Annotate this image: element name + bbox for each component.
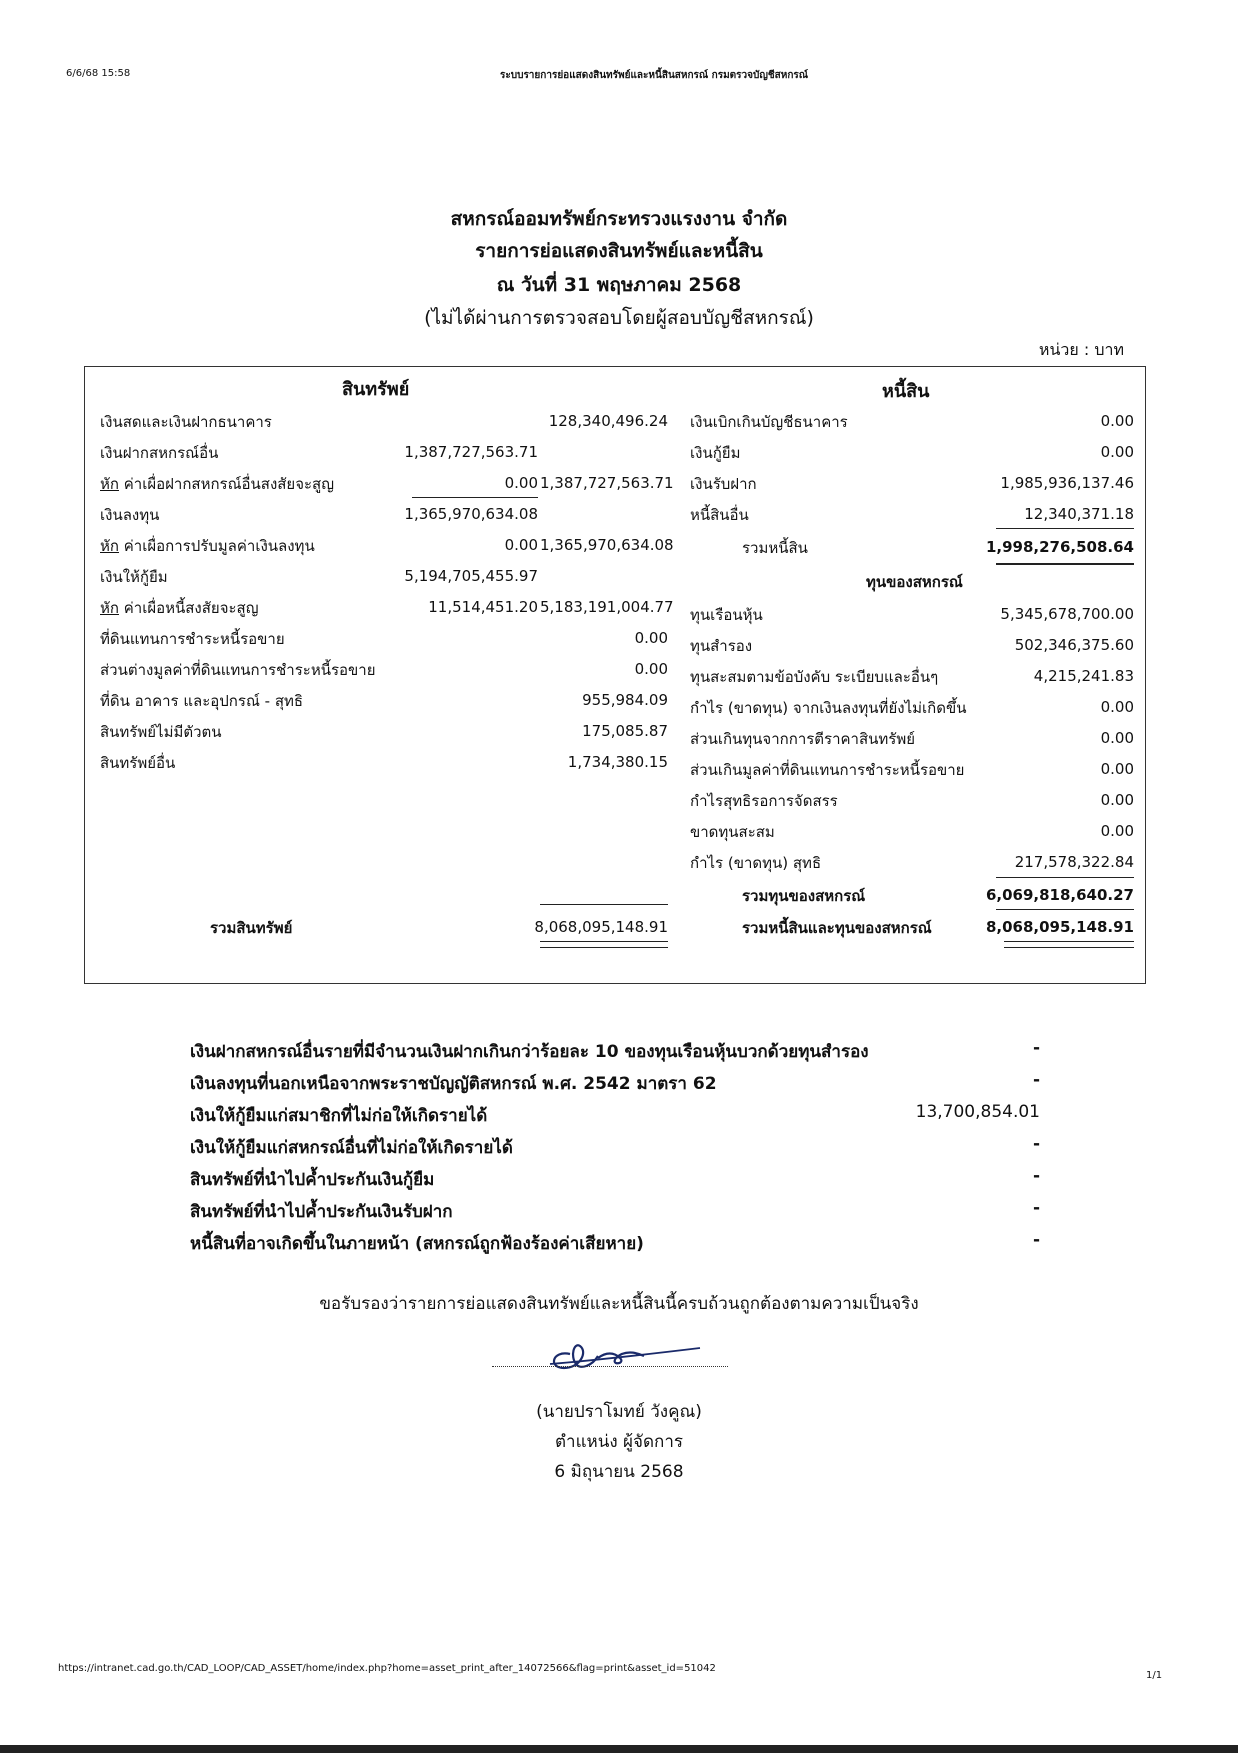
equity-label: กำไร (ขาดทุน) จากเงินลงทุนที่ยังไม่เกิดขึ้น [690,699,967,717]
deduct-label: หัก [100,475,119,493]
equity-value: 0.00 [1100,698,1134,716]
subtotal-rule [412,497,538,498]
signer-name: (นายปราโมทย์ วังคูณ) [536,1402,702,1422]
liability-value: 12,340,371.18 [1024,505,1134,523]
unit-label: หน่วย : บาท [1038,340,1124,359]
liability-label: เงินรับฝาก [690,475,757,493]
grand-total-double-rule [1004,941,1134,948]
asset-label: ที่ดินแทนการชำระหนี้รอขาย [100,630,285,648]
print-datetime: 6/6/68 15:58 [66,68,131,79]
assets-heading: สินทรัพย์ [342,379,410,400]
asset-label: เงินสดและเงินฝากธนาคาร [100,413,272,431]
note-label: เงินให้กู้ยืมแก่สหกรณ์อื่นที่ไม่ก่อให้เกิดรายได้ [190,1138,513,1158]
subtotal-rule [996,877,1134,878]
liability-label: เงินเบิกเกินบัญชีธนาคาร [690,413,848,431]
equity-label: ส่วนเกินมูลค่าที่ดินแทนการชำระหนี้รอขาย [690,761,965,779]
print-url: https://intranet.cad.go.th/CAD_LOOP/CAD_ASSET/home/index.php?home=asset_print_after_14072566&flag=print&asset_id=51042 [58,1663,716,1674]
asset-gross-value: 5,194,705,455.97 [404,567,538,585]
subtotal-rule [996,528,1134,529]
note-value: - [1032,1198,1040,1218]
asset-label: ที่ดิน อาคาร และอุปกรณ์ - สุทธิ [100,692,304,710]
total-liabilities-rule [996,563,1134,565]
asset-value: 128,340,496.24 [548,412,668,430]
liability-value: 1,985,936,137.46 [1000,474,1134,492]
coop-name: สหกรณ์ออมทรัพย์กระทรวงแรงงาน จำกัด [450,208,788,230]
equity-heading: ทุนของสหกรณ์ [866,573,963,591]
equity-value: 217,578,322.84 [1014,853,1134,871]
total-equity-label: รวมทุนของสหกรณ์ [742,887,866,905]
certification-statement: ขอรับรองว่ารายการย่อแสดงสินทรัพย์และหนี้สินนี้ครบถ้วนถูกต้องตามความเป็นจริง [319,1294,919,1314]
equity-value: 0.00 [1100,822,1134,840]
note-label: เงินให้กู้ยืมแก่สมาชิกที่ไม่ก่อให้เกิดรายได้ [190,1106,488,1126]
asset-label: เงินลงทุน [100,506,160,524]
total-assets-rule [540,904,668,905]
equity-label: ส่วนเกินทุนจากการตีราคาสินทรัพย์ [690,730,915,748]
asset-label: สินทรัพย์ไม่มีตัวตน [100,723,222,741]
note-label: สินทรัพย์ที่นำไปค้ำประกันเงินรับฝาก [190,1202,453,1222]
signed-date: 6 มิถุนายน 2568 [554,1462,684,1482]
equity-value: 5,345,678,700.00 [1000,605,1134,623]
total-assets-value: 8,068,095,148.91 [534,918,668,936]
asset-gross-value: 1,387,727,563.71 [404,443,538,461]
equity-label: ทุนสะสมตามข้อบังคับ ระเบียบและอื่นๆ [690,668,939,686]
note-value: - [1032,1134,1040,1154]
allowance-value: 11,514,451.20 [428,598,538,616]
total-assets-label: รวมสินทรัพย์ [210,919,293,937]
liability-label: หนี้สินอื่น [690,506,749,524]
note-value: - [1032,1038,1040,1058]
signature-line [492,1366,728,1367]
report-title: รายการย่อแสดงสินทรัพย์และหนี้สิน [475,240,763,262]
allowance-value: 0.00 [504,474,538,492]
asset-value: 1,365,970,634.08 [540,536,674,554]
asset-value: 0.00 [634,629,668,647]
deduct-label: หัก [100,599,119,617]
asset-label: เงินให้กู้ยืม [100,568,168,586]
total-liabilities-value: 1,998,276,508.64 [985,538,1134,556]
equity-value: 4,215,241.83 [1033,667,1134,685]
note-label: หนี้สินที่อาจเกิดขึ้นในภายหน้า (สหกรณ์ถูกฟ้องร้องค่าเสียหาย) [190,1234,644,1254]
equity-value: 0.00 [1100,791,1134,809]
liabilities-heading: หนี้สิน [882,381,930,402]
equity-label: ขาดทุนสะสม [690,823,775,841]
asset-value: 955,984.09 [582,691,668,709]
asset-value: 175,085.87 [582,722,668,740]
subtotal-rule [996,909,1134,910]
note-value: - [1032,1166,1040,1186]
asset-label: หัก ค่าเผื่อฝากสหกรณ์อื่นสงสัยจะสูญ [100,475,334,493]
equity-value: 0.00 [1100,729,1134,747]
equity-label: ทุนสำรอง [690,637,753,655]
system-title: ระบบรายการย่อแสดงสินทรัพย์และหนี้สินสหกรณ์ กรมตรวจบัญชีสหกรณ์ [500,70,809,81]
equity-label: ทุนเรือนหุ้น [690,606,763,624]
allowance-value: 0.00 [504,536,538,554]
asset-value: 1,734,380.15 [567,753,668,771]
page-number: 1/1 [1146,1670,1163,1681]
liability-value: 0.00 [1100,412,1134,430]
grand-total-label: รวมหนี้สินและทุนของสหกรณ์ [742,919,932,937]
signature-image [540,1330,710,1380]
equity-value: 0.00 [1100,760,1134,778]
equity-value: 502,346,375.60 [1014,636,1134,654]
note-value: - [1032,1070,1040,1090]
note-label: เงินฝากสหกรณ์อื่นรายที่มีจำนวนเงินฝากเกินกว่าร้อยละ 10 ของทุนเรือนหุ้นบวกด้วยทุนสำรอง [190,1042,869,1062]
liability-label: เงินกู้ยืม [690,444,741,462]
asset-value: 0.00 [634,660,668,678]
note-label: สินทรัพย์ที่นำไปค้ำประกันเงินกู้ยืม [190,1170,435,1190]
asset-label: หัก ค่าเผื่อการปรับมูลค่าเงินลงทุน [100,537,315,555]
total-liabilities-label: รวมหนี้สิน [742,539,808,557]
audit-note: (ไม่ได้ผ่านการตรวจสอบโดยผู้สอบบัญชีสหกรณ์) [424,307,814,329]
equity-label: กำไรสุทธิรอการจัดสรร [690,792,838,810]
scan-bottom-edge [0,1745,1238,1753]
asset-label: สินทรัพย์อื่น [100,754,176,772]
asset-label: ส่วนต่างมูลค่าที่ดินแทนการชำระหนี้รอขาย [100,661,376,679]
total-equity-value: 6,069,818,640.27 [985,886,1134,904]
asset-value: 1,387,727,563.71 [540,474,674,492]
asset-label: หัก ค่าเผื่อหนี้สงสัยจะสูญ [100,599,259,617]
signer-position: ตำแหน่ง ผู้จัดการ [554,1432,683,1452]
report-date: ณ วันที่ 31 พฤษภาคม 2568 [496,274,742,296]
total-assets-double-rule [540,941,668,948]
deduct-label: หัก [100,537,119,555]
grand-total-value: 8,068,095,148.91 [985,918,1134,936]
equity-label: กำไร (ขาดทุน) สุทธิ [690,854,822,872]
asset-value: 5,183,191,004.77 [540,598,674,616]
note-value: 13,700,854.01 [915,1102,1040,1122]
asset-gross-value: 1,365,970,634.08 [404,505,538,523]
note-label: เงินลงทุนที่นอกเหนือจากพระราชบัญญัติสหกรณ์ พ.ศ. 2542 มาตรา 62 [190,1074,717,1094]
note-value: - [1032,1230,1040,1250]
liability-value: 0.00 [1100,443,1134,461]
asset-label: เงินฝากสหกรณ์อื่น [100,444,219,462]
